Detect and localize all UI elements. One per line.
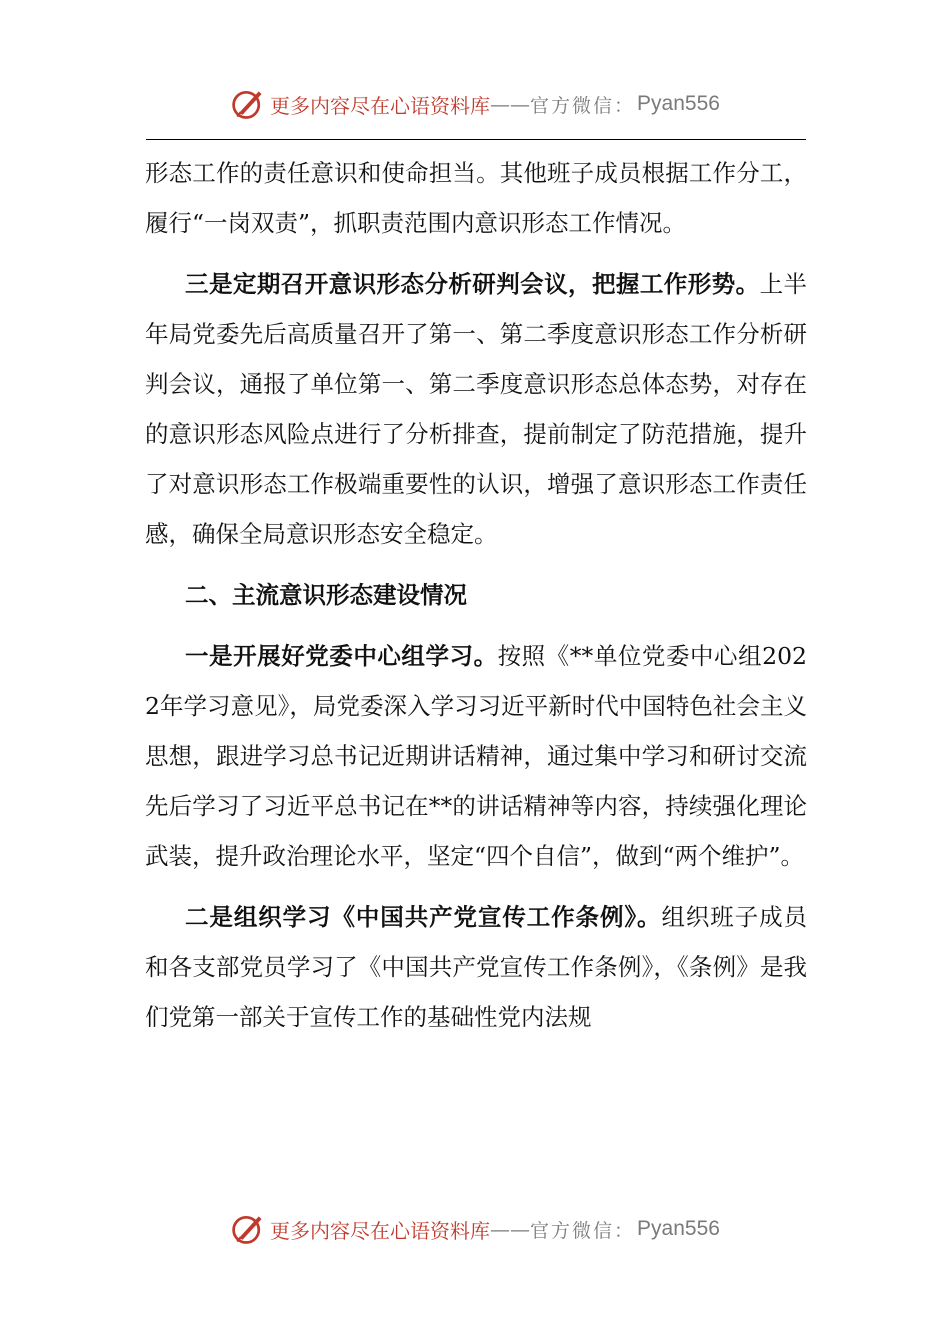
- header-watermark: [0, 84, 950, 124]
- paragraph-4-heading: 二是组织学习《中国共产党宣传工作条例》。: [185, 903, 662, 931]
- banner-wechat-label: 官方微信：: [530, 94, 636, 117]
- section-heading: [145, 570, 807, 620]
- banner-dash: ——: [490, 1217, 531, 1241]
- banner-text: 更多内容尽在心语资料库: [270, 93, 491, 118]
- paragraph-4: [145, 892, 807, 1042]
- banner-wechat-id: Pyan556: [637, 92, 720, 115]
- quill-logo-icon: [230, 1211, 266, 1247]
- quill-logo-icon: [230, 86, 266, 122]
- paragraph-1: [145, 148, 807, 248]
- header-divider: [146, 139, 806, 140]
- document-body: [145, 148, 807, 1053]
- paragraph-3-text: 按照《**单位党委中心组2022年学习意见》，局党委深入学习习近平新时代中国特色社会主义思想，跟进学习总书记近期讲话精神，通过集中学习和研讨交流先后学习了习近平总书记在**的讲话精神等内容，持续强化理论武装，提升政治理论水平，坚定“四个自信”，做到“两个维护”。: [145, 642, 808, 870]
- paragraph-3-heading: 一是开展好党委中心组学习。: [185, 642, 498, 670]
- banner-wechat-label: 官方微信：: [530, 1219, 636, 1242]
- banner-text: 更多内容尽在心语资料库: [270, 1218, 491, 1243]
- paragraph-1-text: 形态工作的责任意识和使命担当。其他班子成员根据工作分工，履行“一岗双责”，抓职责范围内意识形态工作情况。: [145, 159, 807, 237]
- paragraph-2-text: 上半年局党委先后高质量召开了第一、第二季度意识形态工作分析研判会议，通报了单位第一、第二季度意识形态总体态势，对存在的意识形态风险点进行了分析排查，提前制定了防范措施，提升了对意识形态工作极端重要性的认识，增强了意识形态工作责任感，确保全局意识形态安全稳定。: [145, 270, 808, 548]
- banner-dash: ——: [490, 92, 531, 116]
- paragraph-3: [145, 631, 807, 881]
- paragraph-2: [145, 259, 807, 559]
- footer-watermark: [0, 1209, 950, 1249]
- section-heading-text: 二、主流意识形态建设情况: [185, 581, 467, 609]
- banner-wechat-id: Pyan556: [637, 1217, 720, 1240]
- paragraph-4-text: 组织班子成员和各支部党员学习了《中国共产党宣传工作条例》，《条例》是我们党第一部关于宣传工作的基础性党内法规: [145, 903, 808, 1031]
- paragraph-2-heading: 三是定期召开意识形态分析研判会议，把握工作形势。: [185, 270, 760, 298]
